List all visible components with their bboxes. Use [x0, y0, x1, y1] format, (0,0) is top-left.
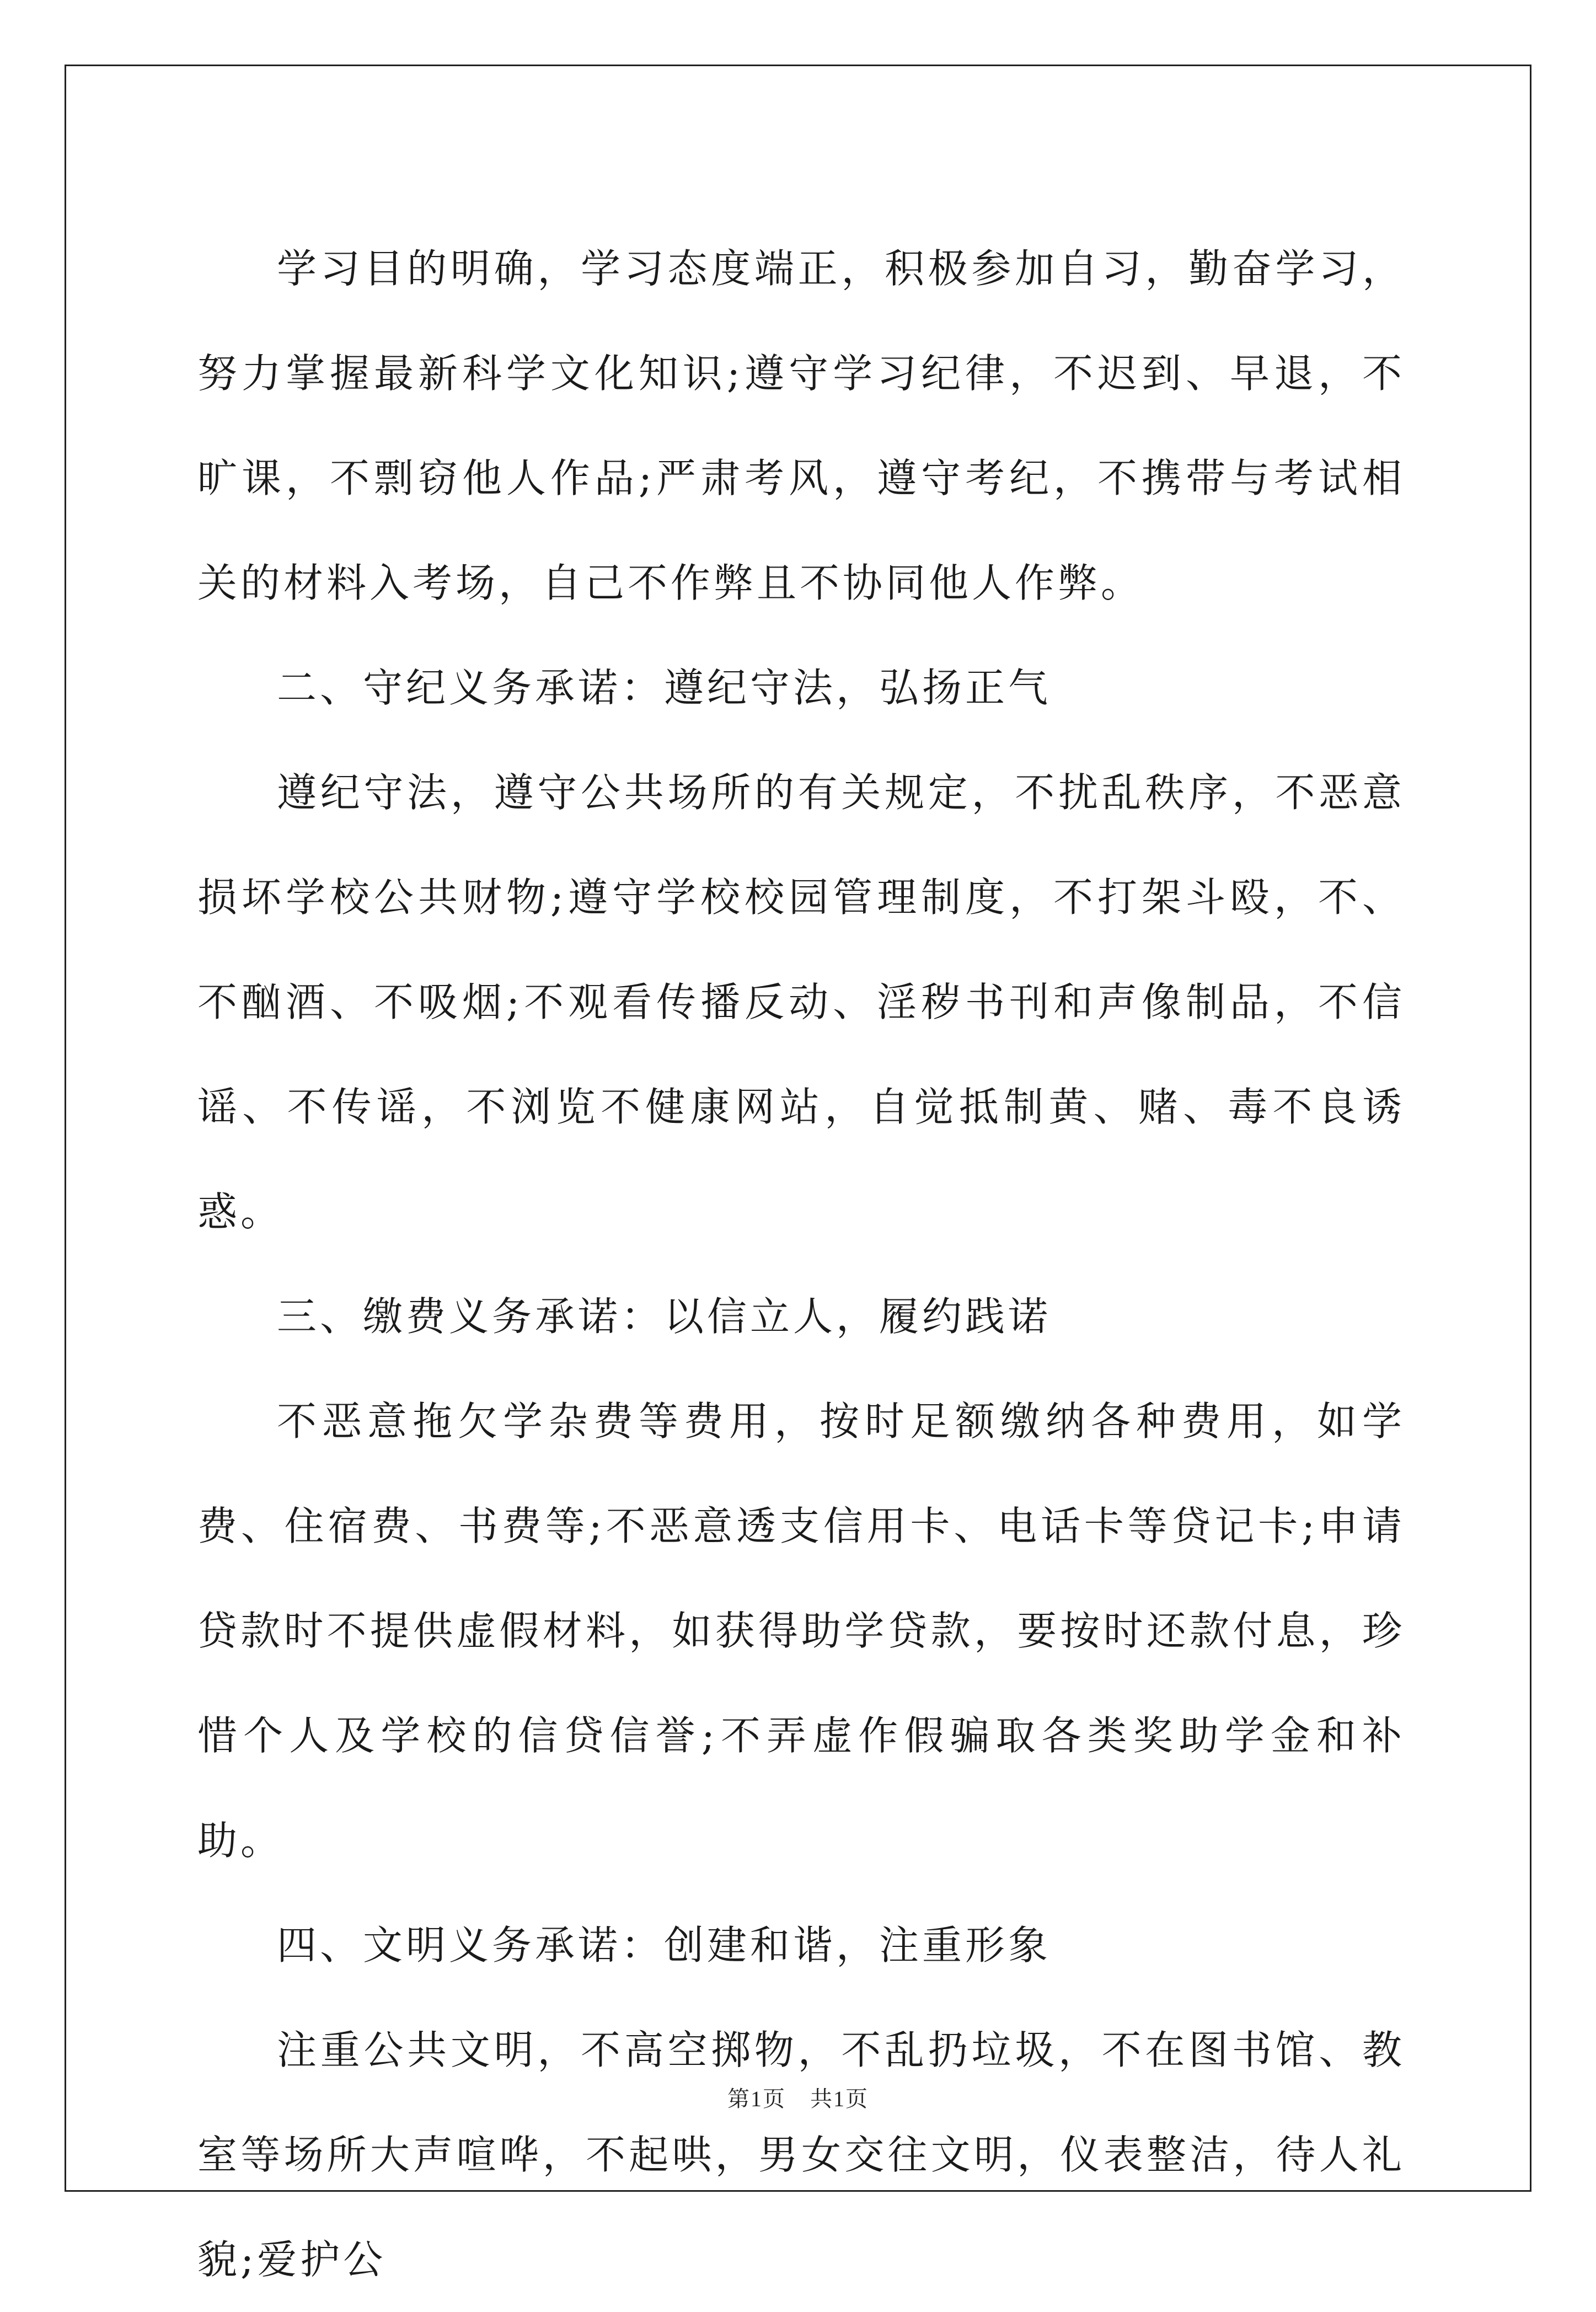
paragraph-discipline-commitment: 遵纪守法，遵守公共场所的有关规定，不扰乱秩序，不恶意损坏学校公共财物;遵守学校校园管理制度，不打架斗殴，不、不酗酒、不吸烟;不观看传播反动、淫秽书刊和声像制品，不信谣、不传谣，不浏览不健康网站，自觉抵制黄、赌、毒不良诱惑。 — [197, 769, 1405, 1235]
heading-payment-commitment: 三、缴费义务承诺：以信立人，履约践诺 — [277, 1293, 1052, 1340]
page-number-total: 共1页 — [810, 2086, 869, 2111]
paragraph-study-commitment: 学习目的明确，学习态度端正，积极参加自习，勤奋学习，努力掌握最新科学文化知识;遵守学习纪律，不迟到、早退，不旷课，不剽窃他人作品;严肃考风，遵守考纪，不携带与考试相关的材料入考场，自己不作弊且不协同他人作弊。 — [197, 245, 1405, 606]
paragraph-payment-commitment: 不恶意拖欠学杂费等费用，按时足额缴纳各种费用，如学费、住宿费、书费等;不恶意透支信用卡、电话卡等贷记卡;申请贷款时不提供虚假材料，如获得助学贷款，要按时还款付息，珍惜个人及学校的信贷信誉;不弄虚作假骗取各类奖助学金和补助。 — [197, 1398, 1405, 1864]
heading-civility-commitment: 四、文明义务承诺：创建和谐，注重形象 — [277, 1922, 1052, 1968]
document-body — [197, 216, 1405, 2312]
heading-discipline-commitment: 二、守纪义务承诺：遵纪守法，弘扬正气 — [277, 665, 1052, 711]
page-footer — [0, 2084, 1596, 2115]
paragraph-civility-commitment: 注重公共文明，不高空掷物，不乱扔垃圾，不在图书馆、教室等场所大声喧哗，不起哄，男女交往文明，仪表整洁，待人礼貌;爱护公 — [197, 2027, 1405, 2283]
page-number-current: 第1页 — [727, 2086, 786, 2111]
